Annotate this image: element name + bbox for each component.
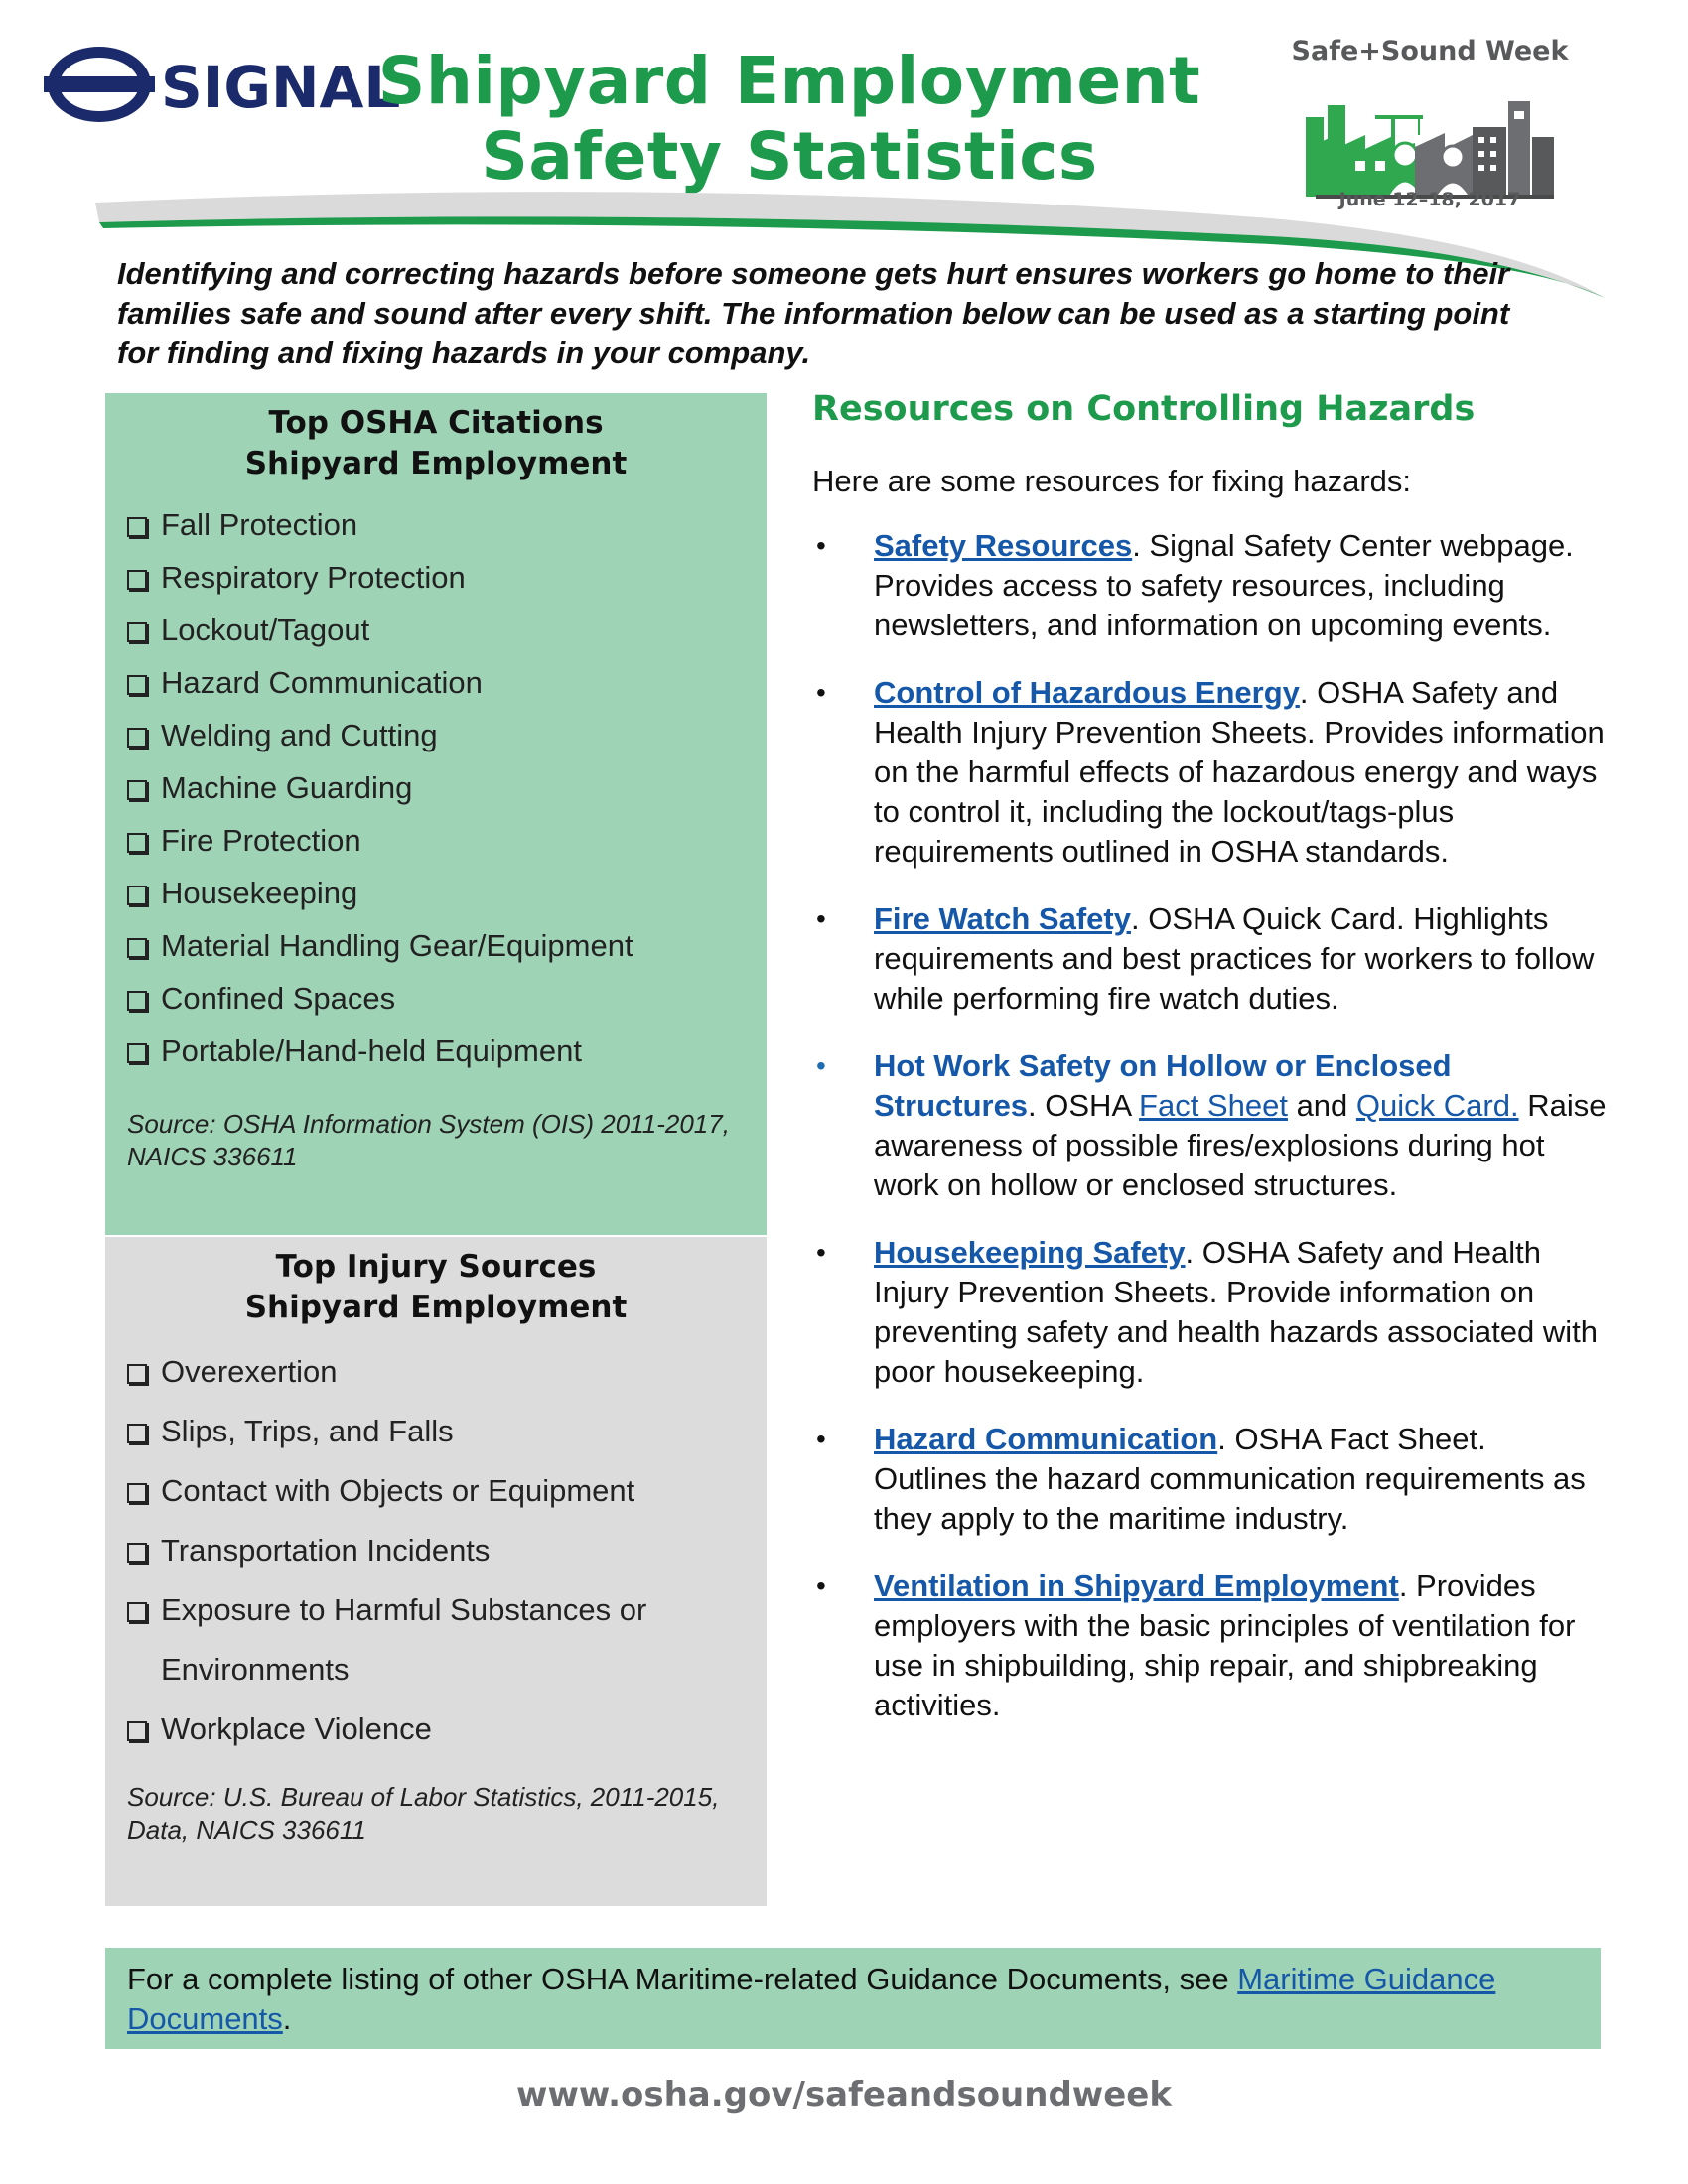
footer-bar [105,1948,1601,2049]
resource-description: . OSHA Safety and Health Injury Prevention Sheets. Provides information on the harmful effects of hazardous energy and ways to control it, including the lockout/tags-plus requirements outlined in OSHA standards. [874,675,1605,869]
injuries-heading [105,1247,767,1328]
citation-label: Hazard Communication [161,665,483,700]
resource-description: . OSHA [1028,1088,1140,1123]
resource-description: Raise awareness of possible fires/explosions during hot work on hollow or enclosed structures. [874,1088,1607,1202]
list-item [127,656,767,709]
citations-list [105,498,767,1077]
citation-label: Material Handling Gear/Equipment [161,928,633,963]
list-item [127,604,767,656]
list-item [812,899,1607,1019]
safety-resources-link[interactable]: Safety Resources [874,528,1133,563]
footer-end: . [282,2001,292,2036]
citations-heading-line-1: Top OSHA Citations [268,405,604,441]
checkbox-icon [127,517,147,537]
checkbox-icon [127,1483,147,1503]
checkbox-icon [127,1364,147,1384]
resource-description: and [1287,1088,1356,1123]
checkbox-icon [127,780,147,800]
maritime-guidance-link[interactable]: Maritime Guidance Documents [127,1962,1496,2036]
citation-label: Fire Protection [161,823,361,858]
checkbox-icon [127,1721,147,1741]
list-item [127,1342,767,1402]
website-url: www.osha.gov/safeandsoundweek [516,2075,1172,2115]
injury-label: Contact with Objects or Equipment [161,1473,635,1508]
list-item [127,867,767,919]
resource-description: . OSHA Safety and Health Injury Prevention Sheets. Provide information on preventing safety and health hazards associated with poor housekeeping. [874,1235,1598,1389]
resource-description: . OSHA Fact Sheet. Outlines the hazard communication requirements as they apply to the maritime industry. [874,1422,1586,1536]
list-item [127,709,767,761]
resource-description: . Provides employers with the basic principles of ventilation for use in shipbuilding, ship repair, and shipbreaking activities. [874,1569,1576,1722]
resources-intro: Here are some resources for fixing hazards: [812,464,1412,498]
bullet-icon: • [816,1237,826,1268]
list-item [127,551,767,604]
bullet-icon: • [816,903,826,934]
injury-label: Workplace Violence [161,1711,432,1746]
list-item [127,814,767,867]
list-item [127,919,767,972]
checkbox-icon [127,622,147,642]
citation-label: Portable/Hand-held Equipment [161,1033,582,1068]
fire-watch-link[interactable]: Fire Watch Safety [874,901,1131,936]
injuries-heading-line-2: Shipyard Employment [244,1290,628,1325]
badge-date: June 12–18, 2017 [1338,189,1521,210]
checkbox-icon [127,938,147,958]
list-item [127,972,767,1024]
resources-title: Resources on Controlling Hazards [812,389,1476,429]
injury-label: Exposure to Harmful Substances or Environments [161,1592,647,1687]
injury-sources-panel [105,1237,767,1906]
ventilation-link[interactable]: Ventilation in Shipyard Employment [874,1569,1399,1603]
checkbox-icon [127,728,147,748]
checkbox-icon [127,675,147,695]
hazardous-energy-link[interactable]: Control of Hazardous Energy [874,675,1300,710]
list-item [127,1580,767,1700]
citations-heading-line-2: Shipyard Employment [244,446,628,481]
list-item [812,1046,1607,1205]
signal-logo [44,44,401,125]
list-item [127,498,767,551]
title-line-1: Shipyard Employment [377,43,1201,119]
fact-sheet-link[interactable]: Fact Sheet [1139,1088,1288,1123]
checkbox-icon [127,1424,147,1443]
checkbox-icon [127,1602,147,1622]
citation-label: Lockout/Tagout [161,613,370,647]
osha-citations-panel [105,393,767,1235]
list-item [812,1420,1607,1539]
list-item [127,1024,767,1077]
citations-source: Source: OSHA Information System (OIS) 2011-2017, NAICS 336611 [127,1109,730,1171]
intro-paragraph: Identifying and correcting hazards before someone gets hurt ensures workers go home to their families safe and sound after every shift. The information below can be used as a starting point for finding and fixing hazards in your company. [117,256,1510,370]
checkbox-icon [127,886,147,905]
footer-label: For a complete listing of other OSHA Maritime-related Guidance Documents, see [127,1962,1238,1996]
citation-label: Respiratory Protection [161,560,466,595]
list-item [127,1521,767,1580]
page-title [377,44,1201,195]
hazard-communication-link[interactable]: Hazard Communication [874,1422,1218,1456]
resource-description: . Signal Safety Center webpage. Provides access to safety resources, including newsletters, and information on upcoming events. [874,528,1574,642]
list-item [127,761,767,814]
resources-list [812,526,1607,1725]
injury-label: Overexertion [161,1354,338,1389]
bullet-icon: • [816,677,826,708]
bullet-icon: • [816,1570,826,1601]
checkbox-icon [127,991,147,1011]
citation-label: Housekeeping [161,876,358,910]
checkbox-icon [127,833,147,853]
list-item [127,1700,767,1759]
injury-label: Transportation Incidents [161,1533,491,1568]
quick-card-link[interactable]: Quick Card. [1355,1088,1519,1123]
injuries-source: Source: U.S. Bureau of Labor Statistics, 2011-2015, Data, NAICS 336611 [127,1782,720,1844]
bullet-icon: • [816,1050,826,1081]
checkbox-icon [127,1043,147,1063]
list-item [812,1567,1607,1725]
housekeeping-link[interactable]: Housekeeping Safety [874,1235,1186,1270]
citation-label: Machine Guarding [161,770,413,805]
citation-label: Welding and Cutting [161,718,438,752]
injuries-heading-line-1: Top Injury Sources [275,1249,597,1285]
logo-text: SIGNAL [161,54,401,121]
title-line-2: Safety Statistics [481,118,1098,195]
citation-label: Confined Spaces [161,981,396,1016]
bullet-icon: • [816,530,826,561]
checkbox-icon [127,1543,147,1563]
citation-label: Fall Protection [161,507,358,542]
checkbox-icon [127,570,147,590]
list-item [812,526,1607,645]
bullet-icon: • [816,1424,826,1454]
list-item [127,1461,767,1521]
list-item [812,1233,1607,1392]
injury-label: Slips, Trips, and Falls [161,1414,454,1448]
badge-title: Safe+Sound Week [1291,36,1569,67]
list-item [127,1402,767,1461]
footer-text [127,1960,1577,2039]
hot-work-title: Hot Work Safety on Hollow or Enclosed Structures [874,1048,1452,1123]
list-item [812,673,1607,872]
citations-heading [105,403,767,484]
resource-description: . OSHA Quick Card. Highlights requirements and best practices for workers to follow while performing fire watch duties. [874,901,1595,1016]
injuries-list [105,1342,767,1759]
